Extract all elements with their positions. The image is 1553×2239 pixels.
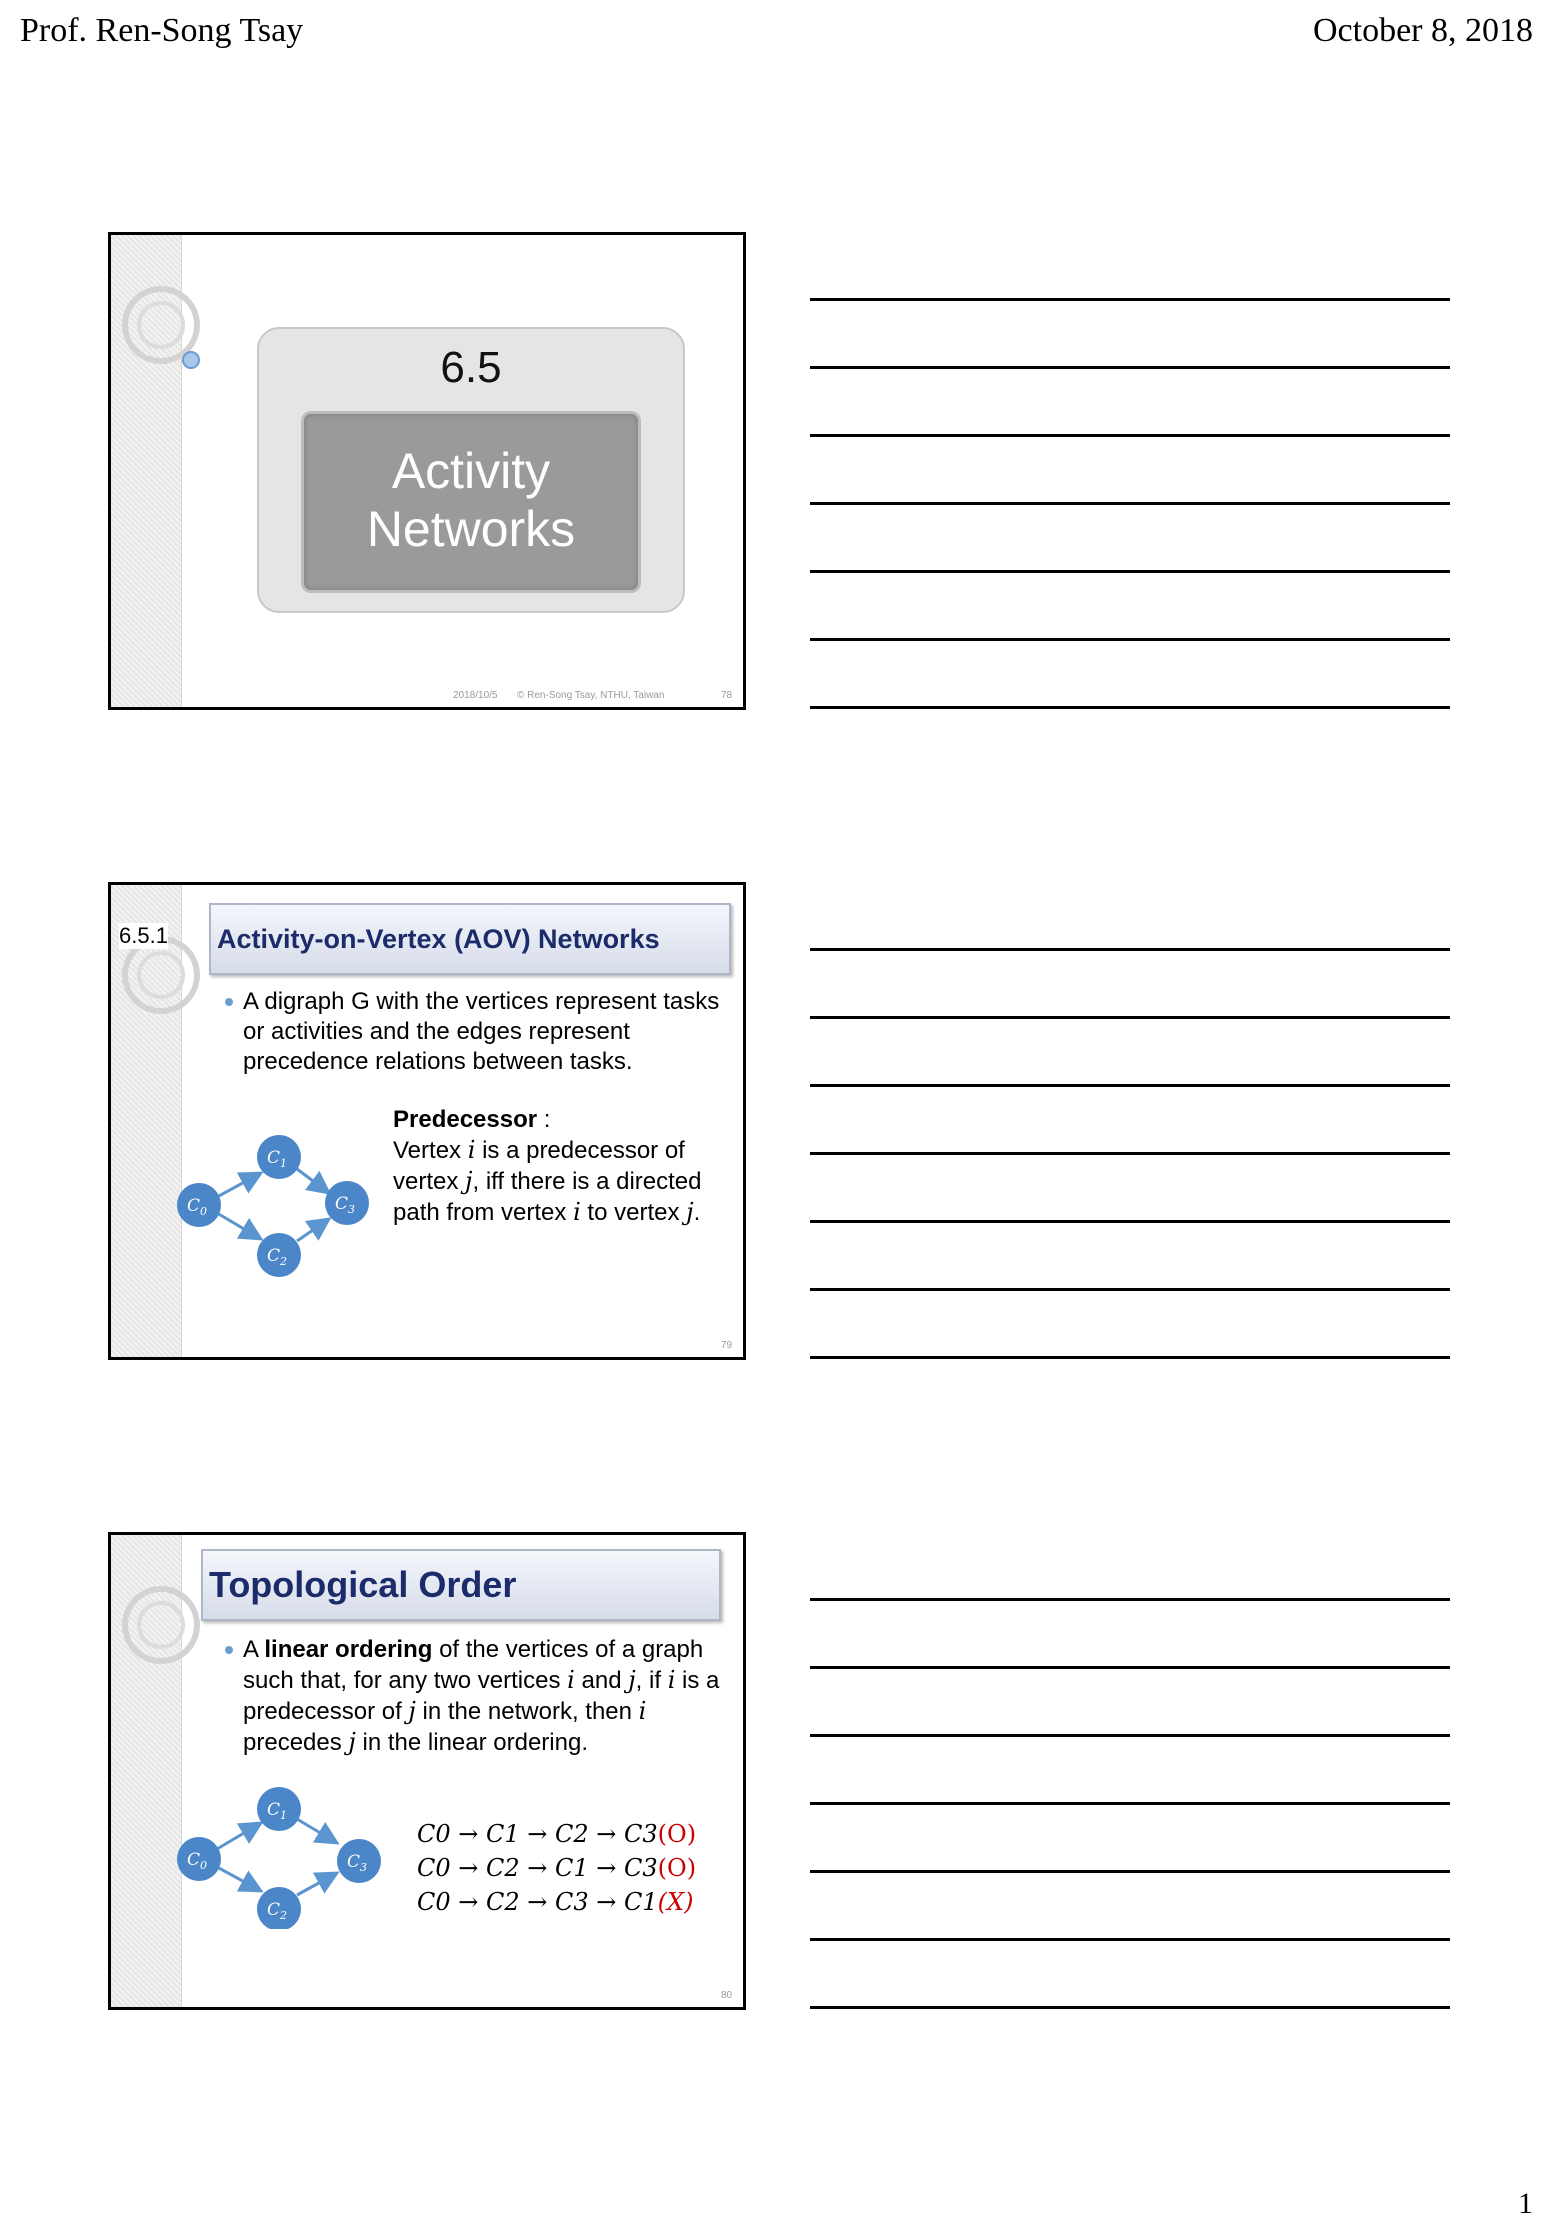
ordering-sequence: C0 → C2 → C1 → C3 (417, 1854, 658, 1882)
bullet-text: , if (635, 1667, 668, 1694)
var-i: i (638, 1697, 647, 1725)
var-j: j (686, 1198, 694, 1226)
note-line (810, 502, 1450, 505)
section-label: 6.5.1 (119, 923, 168, 948)
var-i: i (567, 1666, 575, 1694)
var-i: i (573, 1198, 581, 1226)
note-line (810, 366, 1450, 369)
slide-title (209, 903, 731, 975)
edge-c0-c1 (217, 1823, 261, 1849)
bullet-text: of the vertices of a graph such that, for any two vertices (243, 1636, 704, 1694)
predecessor-title: Predecessor (393, 1106, 538, 1133)
note-line (810, 706, 1450, 709)
bullet-text: precedes (243, 1729, 349, 1756)
orderings-list (417, 1817, 696, 1919)
node-label-c0: $C_0$ (187, 1850, 208, 1872)
edge-c1-c3 (297, 1819, 337, 1843)
note-line (810, 638, 1450, 641)
note-line (810, 1356, 1450, 1359)
bullet-text: in the linear ordering. (355, 1729, 588, 1756)
slide-title-text: Topological Order (209, 1564, 517, 1605)
note-line (810, 1802, 1450, 1805)
edge-c0-c2 (217, 1867, 261, 1891)
ordering-row (417, 1851, 696, 1885)
predecessor-colon: : (537, 1106, 551, 1133)
note-line (810, 1598, 1450, 1601)
footer-date: 2018/10/5 (453, 690, 498, 701)
node-label-c1: $C_1$ (267, 1800, 288, 1822)
page-number: 1 (1518, 2187, 1533, 2220)
node-label-c2: $C_2$ (267, 1246, 288, 1268)
note-line (810, 948, 1450, 951)
slide-number: 78 (721, 690, 733, 701)
bullet-text: and (574, 1667, 629, 1694)
node-label-c2: $C_2$ (267, 1900, 288, 1922)
slide-title-line2: Networks (366, 501, 576, 557)
var-j: j (408, 1697, 416, 1725)
bullet-bold-text: linear ordering (264, 1636, 433, 1663)
bullet-item (243, 987, 723, 1077)
section-number: 6.5 (440, 343, 502, 392)
var-j: j (628, 1666, 636, 1694)
bullet-text: in the network, then (415, 1698, 639, 1725)
note-line (810, 1288, 1450, 1291)
pred-text: is a predecessor of vertex (393, 1137, 685, 1195)
predecessor-definition (393, 1105, 733, 1228)
note-line (810, 1870, 1450, 1873)
title-card-outer (257, 327, 685, 613)
topological-graph (171, 1779, 391, 1929)
slide-number: 80 (721, 1990, 733, 2001)
pred-text: to vertex (580, 1199, 687, 1226)
bullet-dot-icon (225, 998, 233, 1006)
bullet-text: A digraph G with the vertices represent tasks or activities and the edges represent precedence relations between tasks. (243, 988, 720, 1075)
var-j: j (348, 1728, 356, 1756)
node-label-c1: $C_1$ (267, 1148, 288, 1170)
swirl-decoration-icon (121, 1555, 201, 1675)
ordering-mark: (O) (657, 1854, 697, 1882)
bullet-text: is a predecessor of (243, 1667, 720, 1725)
slide-title-line1: Activity (391, 443, 551, 499)
ordering-row (417, 1817, 696, 1851)
node-label-c3: $C_3$ (347, 1852, 368, 1874)
slide-80 (108, 1532, 746, 2010)
swirl-decoration-icon (121, 255, 201, 375)
var-i: i (667, 1666, 676, 1694)
footer-copyright: © Ren-Song Tsay, NTHU, Taiwan (517, 690, 665, 701)
ordering-mark: (X) (657, 1888, 694, 1916)
ordering-sequence: C0 → C1 → C2 → C3 (417, 1820, 658, 1848)
node-label-c3: $C_3$ (335, 1194, 356, 1216)
note-line (810, 1152, 1450, 1155)
pred-text: , iff there is a directed path from vertex (393, 1168, 702, 1226)
slide-78 (108, 232, 746, 710)
author-header: Prof. Ren-Song Tsay (20, 12, 304, 49)
note-line (810, 1016, 1450, 1019)
title-card-inner (301, 411, 641, 593)
edge-c2-c3 (297, 1873, 337, 1895)
var-j: j (465, 1167, 473, 1195)
slide-title-text: Activity-on-Vertex (AOV) Networks (217, 923, 660, 954)
slide-79 (108, 882, 746, 1360)
note-line (810, 1220, 1450, 1223)
note-line (810, 1666, 1450, 1669)
note-line (810, 2006, 1450, 2009)
slide-number: 79 (721, 1340, 733, 1351)
node-label-c0: $C_0$ (187, 1196, 208, 1218)
bullet-item (243, 1635, 723, 1758)
var-i: i (467, 1136, 476, 1164)
ordering-mark: (O) (657, 1820, 697, 1848)
bullet-text: A (243, 1636, 265, 1663)
date-header: October 8, 2018 (1312, 12, 1533, 49)
note-line (810, 1938, 1450, 1941)
note-line (810, 434, 1450, 437)
note-line (810, 1084, 1450, 1087)
aov-graph-labels (171, 1127, 331, 1277)
note-line (810, 1734, 1450, 1737)
slide-title (201, 1549, 721, 1621)
pred-text: . (693, 1199, 701, 1226)
note-line (810, 570, 1450, 573)
bullet-dot-icon (225, 1646, 233, 1654)
ordering-row (417, 1885, 696, 1919)
pred-text: Vertex (393, 1137, 468, 1164)
ordering-sequence: C0 → C2 → C3 → C1 (417, 1888, 658, 1916)
note-line (810, 298, 1450, 301)
